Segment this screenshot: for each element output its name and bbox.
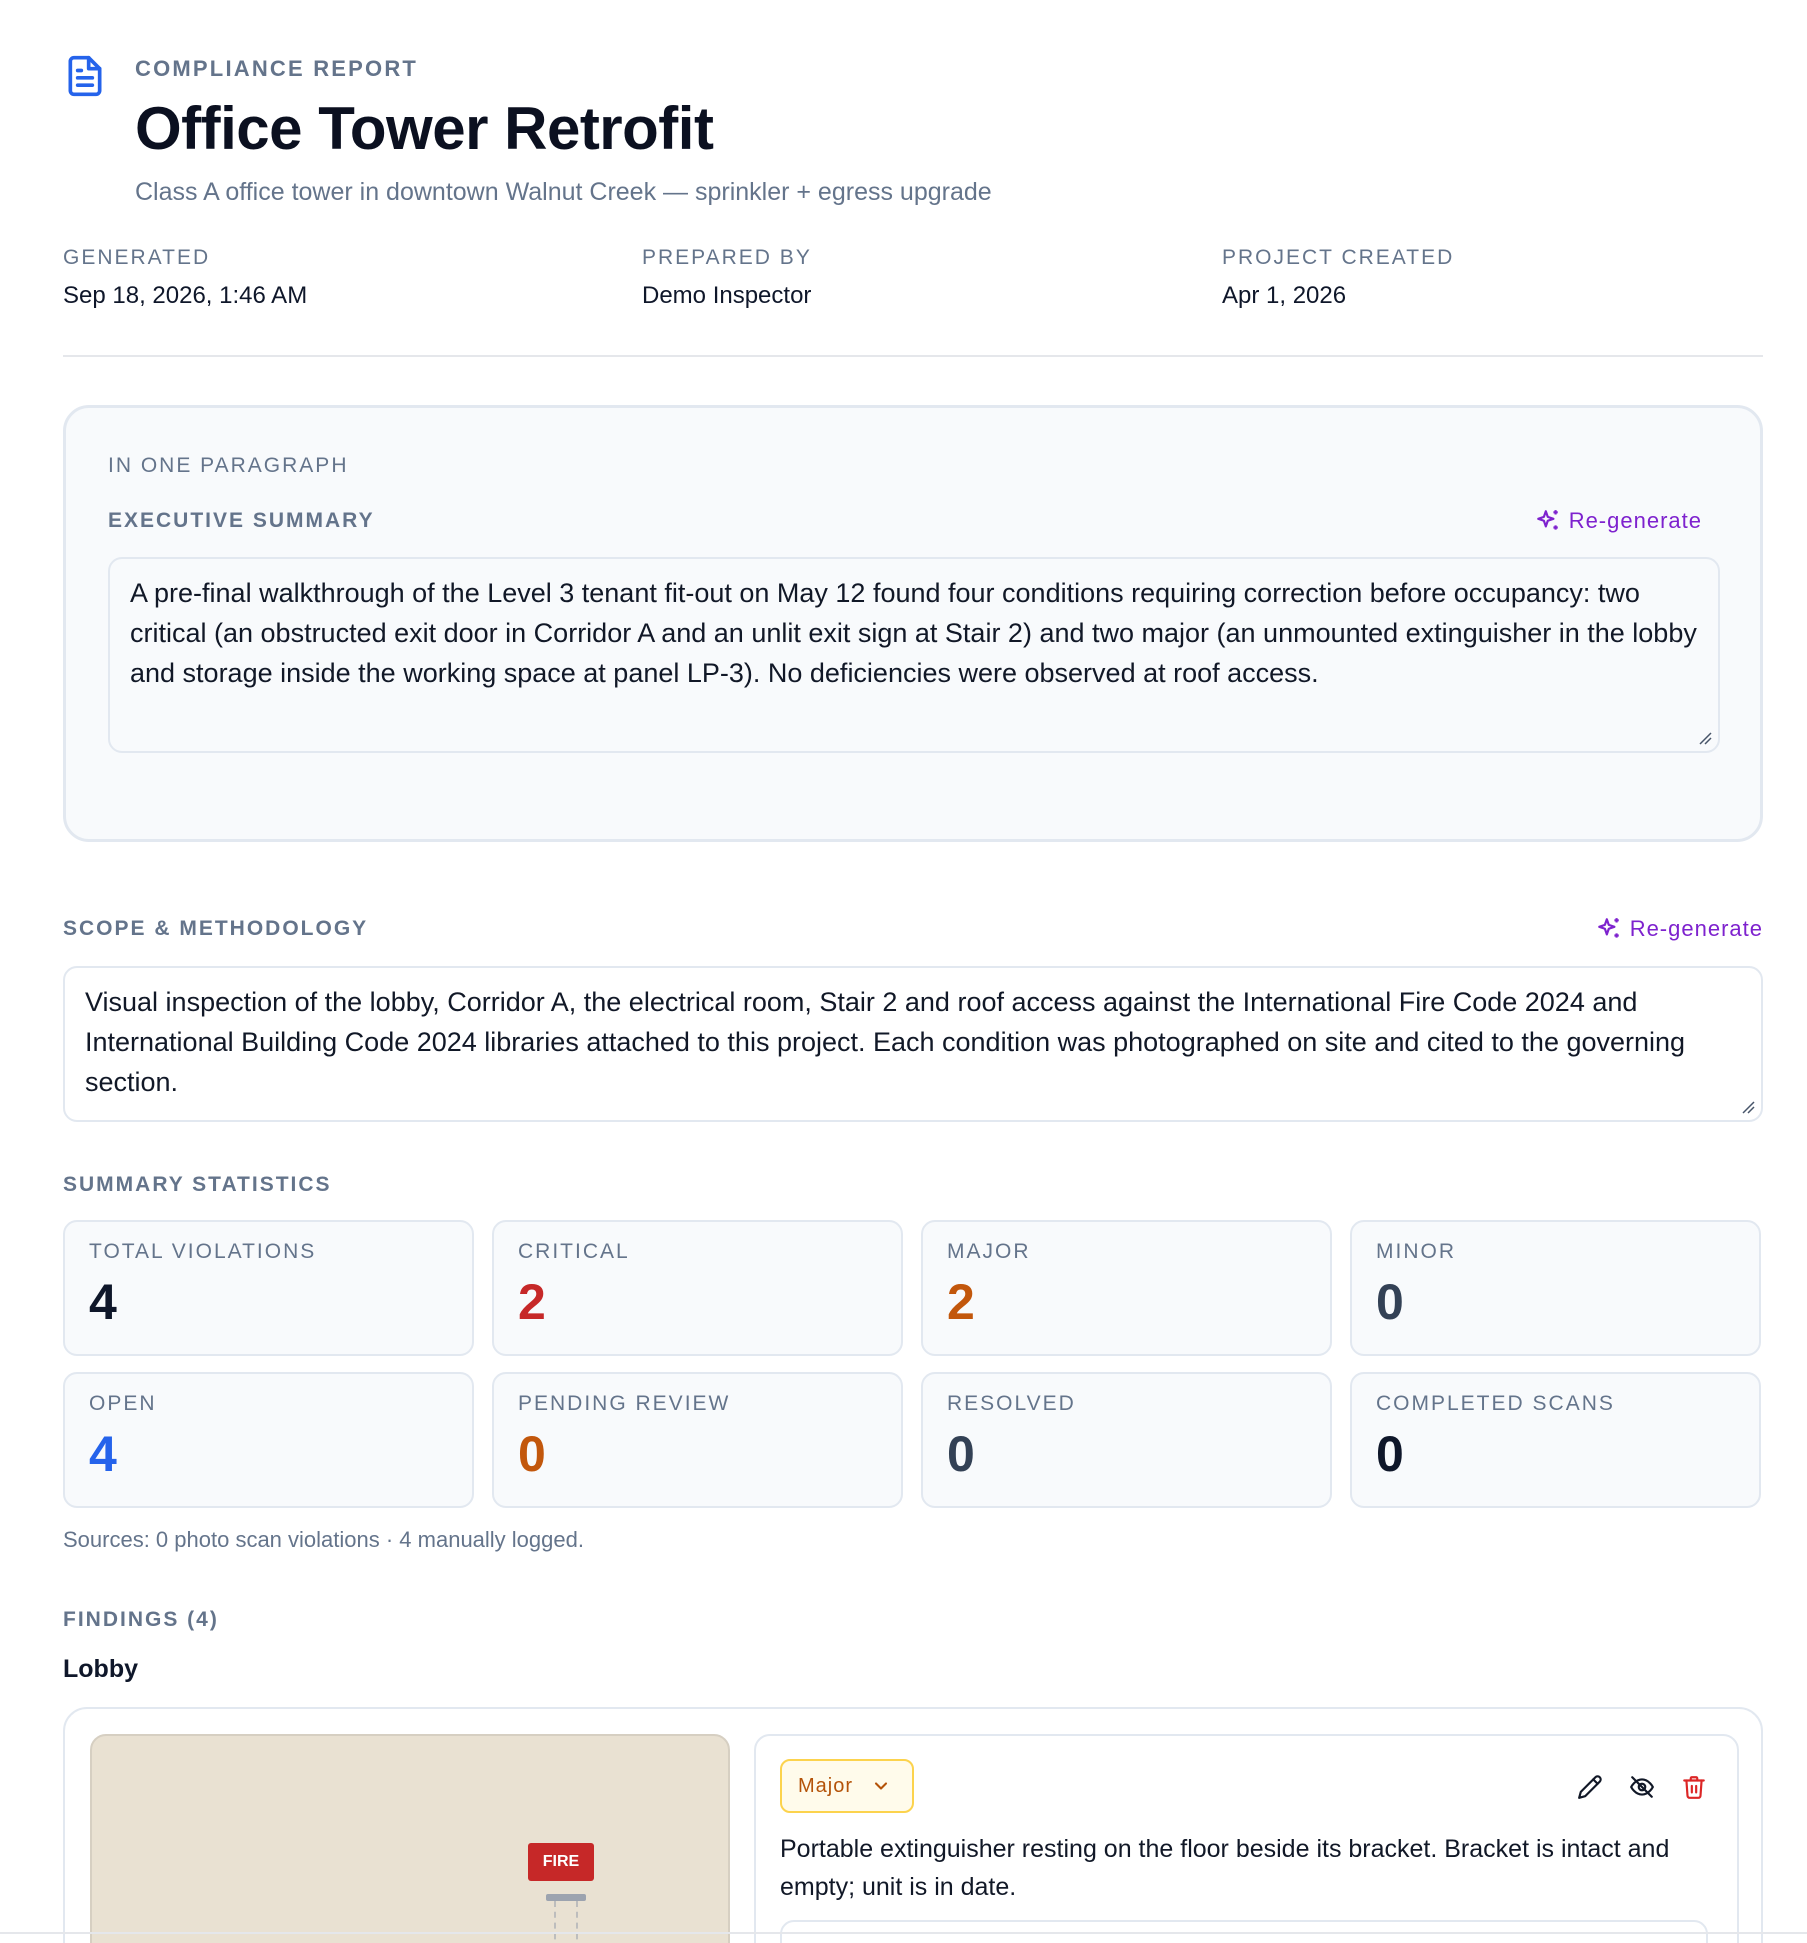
stat-value: 2 [947,1274,975,1330]
executive-overline: IN ONE PARAGRAPH [108,454,349,477]
executive-heading: EXECUTIVE SUMMARY [108,509,375,532]
executive-regenerate-button[interactable] [1535,508,1702,534]
stat-total-violations [63,1220,474,1356]
meta-prepared-label: PREPARED BY [642,246,812,269]
sparkles-icon [1596,916,1622,942]
edit-button[interactable] [1575,1772,1605,1802]
stat-resolved [921,1372,1332,1508]
scope-regenerate-button[interactable] [1596,916,1763,942]
extinguisher-bracket [546,1894,586,1901]
page-subtitle: Class A office tower in downtown Walnut Creek — sprinkler + egress upgrade [135,178,992,206]
stat-value: 4 [89,1426,117,1482]
stat-completed-scans [1350,1372,1761,1508]
stat-label: CRITICAL [518,1240,630,1263]
stat-critical [492,1220,903,1356]
executive-regenerate-label: Re-generate [1568,508,1702,533]
meta-created-value: Apr 1, 2026 [1222,282,1347,309]
executive-summary-textarea[interactable] [108,557,1720,753]
stat-label: TOTAL VIOLATIONS [89,1240,317,1263]
scope-textarea[interactable] [63,966,1763,1122]
sparkles-icon [1535,508,1561,534]
header-divider [63,355,1763,357]
document-icon [63,52,107,100]
report-kicker: COMPLIANCE REPORT [135,56,419,81]
viewport-bottom-edge [0,1932,1807,1934]
finding-detail [754,1734,1739,1943]
stat-label: PENDING REVIEW [518,1392,731,1415]
eye-off-icon [1629,1774,1655,1800]
severity-value: Major [798,1774,854,1797]
stats-grid [63,1220,1763,1508]
meta-prepared-value: Demo Inspector [642,282,812,309]
finding-card [63,1707,1763,1943]
stat-minor [1350,1220,1761,1356]
stat-label: COMPLETED SCANS [1376,1392,1615,1415]
stat-open [63,1372,474,1508]
stat-value: 0 [1376,1274,1404,1330]
stats-heading: SUMMARY STATISTICS [63,1173,332,1196]
trash-icon [1681,1774,1707,1800]
meta-created-label: PROJECT CREATED [1222,246,1455,269]
stat-pending-review [492,1372,903,1508]
page-title: Office Tower Retrofit [135,95,714,162]
finding-actions [1575,1772,1709,1802]
finding-description: Portable extinguisher resting on the floor beside its bracket. Bracket is intact and empty; unit is in date. [780,1835,1670,1901]
resize-handle-icon[interactable] [1698,731,1712,745]
meta-generated-value: Sep 18, 2026, 1:46 AM [63,282,308,309]
chevron-down-icon [871,1776,891,1796]
scope-text: Visual inspection of the lobby, Corridor A, the electrical room, Stair 2 and roof access against the International Fire Code 2024 and International Building Code 2024 libraries attached to this project. Each condition was photographed on site and cited to the governing section. [85,987,1686,1097]
stat-label: MAJOR [947,1240,1031,1263]
findings-group-title: Lobby [63,1655,138,1683]
stat-label: OPEN [89,1392,157,1415]
stat-value: 2 [518,1274,546,1330]
scope-regenerate-label: Re-generate [1629,916,1763,941]
stat-value: 0 [518,1426,546,1482]
stat-value: 4 [89,1274,117,1330]
hide-button[interactable] [1627,1772,1657,1802]
meta-generated-label: GENERATED [63,246,211,269]
findings-heading: FINDINGS (4) [63,1608,219,1631]
finding-photo[interactable] [90,1734,730,1943]
delete-button[interactable] [1679,1772,1709,1802]
meta-created [1222,246,1454,310]
meta-generated [63,246,307,310]
bracket-outline [554,1901,578,1943]
stats-sources-note: Sources: 0 photo scan violations · 4 manually logged. [63,1527,584,1552]
fire-sign: FIRE [528,1843,594,1881]
meta-prepared [642,246,812,310]
stat-major [921,1220,1332,1356]
stat-value: 0 [1376,1426,1404,1482]
executive-summary-card [63,405,1763,842]
executive-summary-text: A pre-final walkthrough of the Level 3 tenant fit-out on May 12 found four conditions requiring correction before occupancy: two critical (an obstructed exit door in Corridor A and an unlit exit sign at Stair 2) and two major (an unmounted extinguisher in the lobby and storage inside the working space at panel LP-3). No deficiencies were observed at roof access. [130,578,1697,688]
scope-heading: SCOPE & METHODOLOGY [63,917,369,940]
stat-value: 0 [947,1426,975,1482]
stat-label: MINOR [1376,1240,1456,1263]
resize-handle-icon[interactable] [1741,1100,1755,1114]
severity-select[interactable] [780,1759,914,1813]
pencil-icon [1577,1774,1603,1800]
stat-label: RESOLVED [947,1392,1076,1415]
